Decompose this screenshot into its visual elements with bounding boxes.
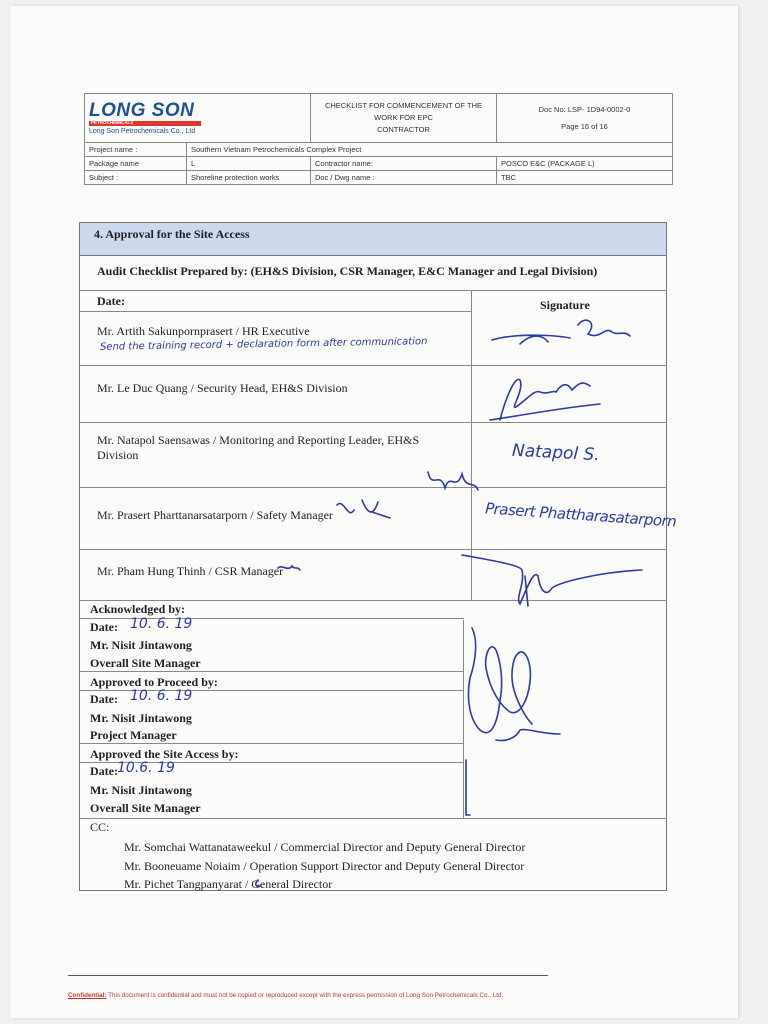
signature-pham-hung-thinh xyxy=(462,555,642,606)
logo-bar: PETROCHEMICALS xyxy=(89,121,201,126)
approval-heading: Approved to Proceed by: xyxy=(90,675,218,689)
signature-artith xyxy=(492,320,630,344)
package-value: L xyxy=(187,157,311,171)
cc-label: CC: xyxy=(90,820,110,834)
signatory-name: Mr. Prasert Pharttanarsatarporn / Safety Manager xyxy=(97,508,333,522)
approval-date: 10. 6. 19 xyxy=(130,616,193,632)
signatory-name: Mr. Natapol Saensawas / Monitoring and Reporting Leader, EH&S xyxy=(97,433,420,447)
approver-name: Mr. Nisit Jintawong xyxy=(90,783,192,797)
company-name: Long Son Petrochemicals Co., Ltd xyxy=(89,127,196,135)
prepared-by-heading: Audit Checklist Prepared by: (EH&S Division, CSR Manager, E&C Manager and Legal Division) xyxy=(97,264,598,278)
approval-date-label: Date: xyxy=(90,620,118,634)
approver-name: Mr. Nisit Jintawong xyxy=(90,711,192,725)
cc-recipient: Mr. Somchai Wattanataweekul / Commercial Director and Deputy General Director xyxy=(124,840,526,854)
contractor-value: POSCO E&C (PACKAGE L) xyxy=(497,157,673,171)
confidential-label: Confidential: xyxy=(68,992,107,999)
doc-dwg-value: TBC xyxy=(497,171,673,185)
approver-name: Mr. Nisit Jintawong xyxy=(90,638,192,652)
project-label: Project name : xyxy=(85,143,187,157)
approval-date: 10. 6. 19 xyxy=(130,688,193,704)
confidential-text: This document is confidential and must not be copied or reproduced except with the express permission of Long Son Petrochemicals Co., Ltd. xyxy=(106,992,504,999)
initials-csr xyxy=(278,566,300,570)
handwritten-note: Send the training record + declaration form after communication xyxy=(99,336,428,353)
approval-heading: Approved the Site Access by: xyxy=(90,747,239,761)
initials-safety xyxy=(428,472,478,490)
date-label: Date: xyxy=(97,294,125,308)
company-logo: LONG SON xyxy=(89,99,195,121)
signatory-name: Mr. Artith Sakunpornprasert / HR Executive xyxy=(97,324,310,338)
signature-nisit-jintawong xyxy=(466,628,560,815)
approval-date: 10.6. 19 xyxy=(117,760,175,776)
signatory-name: Mr. Le Duc Quang / Security Head, EH&S Division xyxy=(97,381,348,395)
page-number: Page 16 of 16 xyxy=(561,122,608,131)
section-title: 4. Approval for the Site Access xyxy=(80,223,666,256)
contractor-label: Contractor name: xyxy=(311,157,497,171)
signatory-name-line2: Division xyxy=(97,448,139,462)
project-value: Southern Vietnam Petrochemicals Complex Project xyxy=(187,143,673,157)
subject-label: Subject : xyxy=(85,171,187,185)
approval-date-label: Date: xyxy=(90,764,118,778)
signature-le-duc-quang xyxy=(490,379,600,420)
approver-role: Overall Site Manager xyxy=(90,801,201,815)
doc-dwg-label: Doc / Dwg name : xyxy=(311,171,497,185)
approval-date-label: Date: xyxy=(90,692,118,706)
doc-number: Doc No: LSP- 1D94-0002-0 xyxy=(538,105,631,114)
approver-role: Project Manager xyxy=(90,728,177,742)
footer-rule xyxy=(68,975,548,976)
subject-value: Shoreline protection works xyxy=(187,171,311,185)
cc-recipient: Mr. Pichet Tangpanyarat / General Director xyxy=(124,877,333,891)
cc-mark xyxy=(256,880,260,887)
document-title: CHECKLIST FOR COMMENCEMENT OF THE WORK FOR EPC CONTRACTOR xyxy=(311,94,497,143)
signature-text: Natapol S. xyxy=(511,440,601,466)
initials-safety-manager xyxy=(337,500,390,518)
approval-heading: Acknowledged by: xyxy=(90,602,186,616)
signature-heading: Signature xyxy=(540,298,590,312)
package-label: Package name xyxy=(85,157,187,171)
signatory-name: Mr. Pham Hung Thinh / CSR Manager xyxy=(97,564,284,578)
approver-role: Overall Site Manager xyxy=(90,656,201,670)
signature-text: Prasert Phattharasatarporn xyxy=(484,499,677,531)
confidentiality-notice xyxy=(68,992,503,999)
cc-recipient: Mr. Booneuame Noiaim / Operation Support Director and Deputy General Director xyxy=(124,859,525,873)
